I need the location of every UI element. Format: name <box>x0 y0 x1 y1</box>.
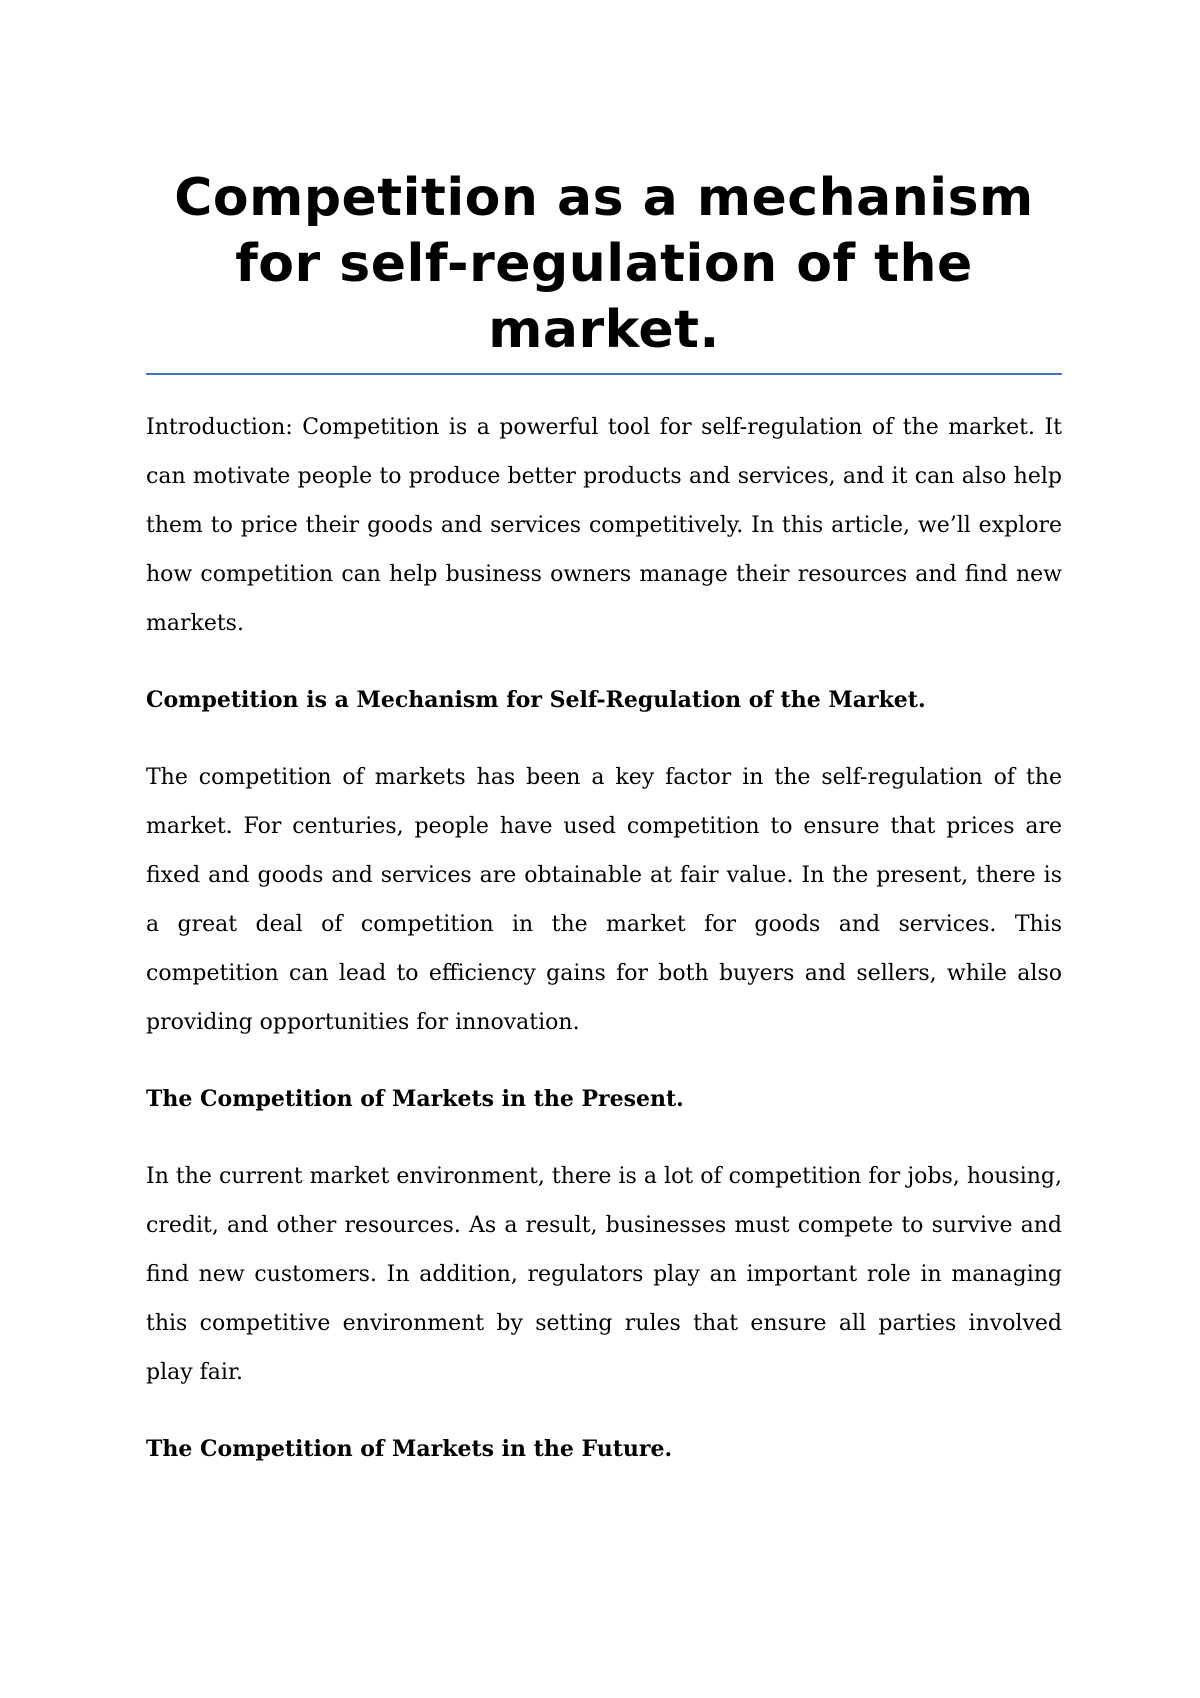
section-heading-future: The Competition of Markets in the Future. <box>146 1436 673 1462</box>
title-underline <box>146 373 1062 375</box>
section-heading-present: The Competition of Markets in the Present. <box>146 1086 684 1112</box>
intro-paragraph: Introduction: Competition is a powerful tool for self-regulation of the market. It can motivate people to produce better products and services, and it can also help them to price their goods and services competitively. In this article, we’ll explore how competition can help business owners manage their resources and find new markets. <box>146 415 1062 636</box>
section-heading-self-regulation: Competition is a Mechanism for Self-Regulation of the Market. <box>146 687 926 713</box>
document-body <box>146 165 1062 1502</box>
section-paragraph-present: In the current market environment, there is a lot of competition for jobs, housing, credit, and other resources. As a result, businesses must compete to survive and find new customers. In addition, regulators play an important role in managing this competitive environment by setting rules that ensure all parties involved play fair. <box>146 1164 1062 1385</box>
document-title: Competition as a mechanism for self-regulation of the market. <box>174 168 1034 360</box>
section-paragraph-self-regulation: The competition of markets has been a key factor in the self-regulation of the market. For centuries, people have used competition to ensure that prices are fixed and goods and services are obtainable at fair value. In the present, there is a great deal of competition in the market for goods and services. This competition can lead to efficiency gains for both buyers and sellers, while also providing opportunities for innovation. <box>146 765 1062 1035</box>
